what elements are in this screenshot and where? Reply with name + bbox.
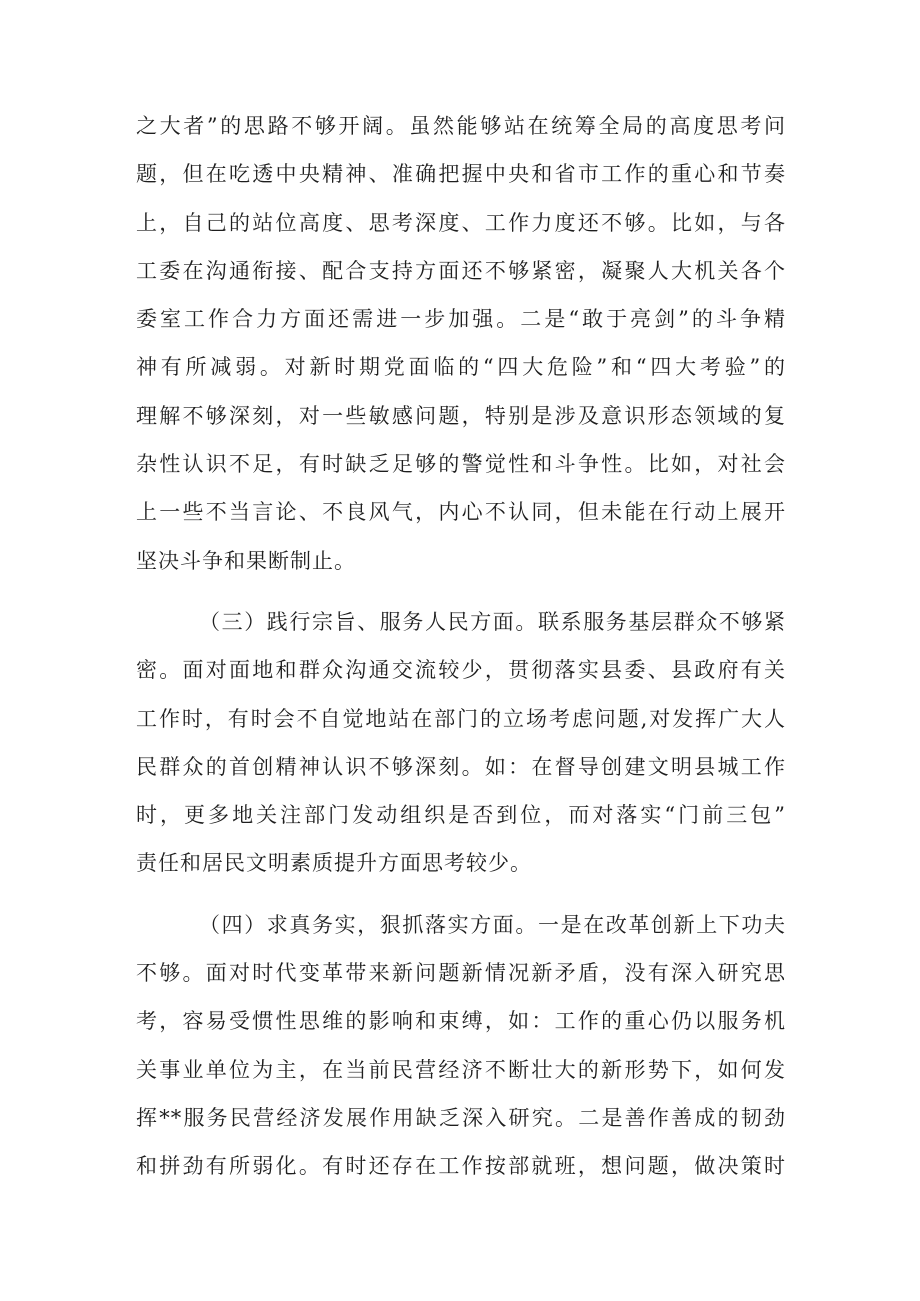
- paragraph-section-3: [136, 598, 786, 888]
- text-line: 杂性认识不足，有时缺乏足够的警觉性和斗争性。比如，对社会: [136, 452, 786, 477]
- text-line: （四）求真务实，狠抓落实方面。一是在改革创新上下功夫: [199, 912, 786, 937]
- text-line: 委室工作合力方面还需进一步加强。二是“敢于亮剑”的斗争精: [136, 307, 786, 332]
- paragraph-section-4: [136, 901, 786, 1191]
- text-line: 上，自己的站位高度、思考深度、工作力度还不够。比如，与各: [136, 210, 786, 235]
- paragraph-continuation: [136, 102, 786, 585]
- text-line: 理解不够深刻，对一些敏感问题，特别是涉及意识形态领域的复: [136, 403, 786, 428]
- text-line: 民群众的首创精神认识不够深刻。如：在督导创建文明县城工作: [136, 754, 786, 779]
- text-line: 工作时，有时会不自觉地站在部门的立场考虑问题,对发挥广大人: [136, 706, 786, 731]
- text-line: 密。面对面地和群众沟通交流较少，贯彻落实县委、县政府有关: [136, 658, 786, 683]
- text-line: 工委在沟通衔接、配合支持方面还不够紧密，凝聚人大机关各个: [136, 258, 786, 283]
- text-line: 之大者”的思路不够开阔。虽然能够站在统筹全局的高度思考问: [136, 114, 786, 138]
- text-line: 神有所减弱。对新时期党面临的“四大危险”和“四大考验”的: [136, 355, 786, 380]
- text-line: （三）践行宗旨、服务人民方面。联系服务基层群众不够紧: [199, 609, 786, 634]
- text-line: 关事业单位为主，在当前民营经济不断壮大的新形势下，如何发: [136, 1057, 786, 1082]
- text-line: 不够。面对时代变革带来新问题新情况新矛盾，没有深入研究思: [136, 961, 786, 986]
- text-line: 坚决斗争和果断制止。: [136, 548, 356, 573]
- text-line: 和拼劲有所弱化。有时还存在工作按部就班，想问题，做决策时: [136, 1154, 786, 1179]
- text-line: 责任和居民文明素质提升方面思考较少。: [136, 851, 532, 876]
- text-line: 题，但在吃透中央精神、准确把握中央和省市工作的重心和节奏: [136, 162, 786, 187]
- text-line: 时，更多地关注部门发动组织是否到位，而对落实“门前三包”: [136, 803, 786, 828]
- text-line: 挥**服务民营经济发展作用缺乏深入研究。二是善作善成的韧劲: [136, 1105, 786, 1130]
- text-line: 上一些不当言论、不良风气，内心不认同，但未能在行动上展开: [136, 500, 786, 525]
- text-line: 考，容易受惯性思维的影响和束缚，如：工作的重心仍以服务机: [136, 1009, 786, 1034]
- document-body: [136, 102, 786, 1191]
